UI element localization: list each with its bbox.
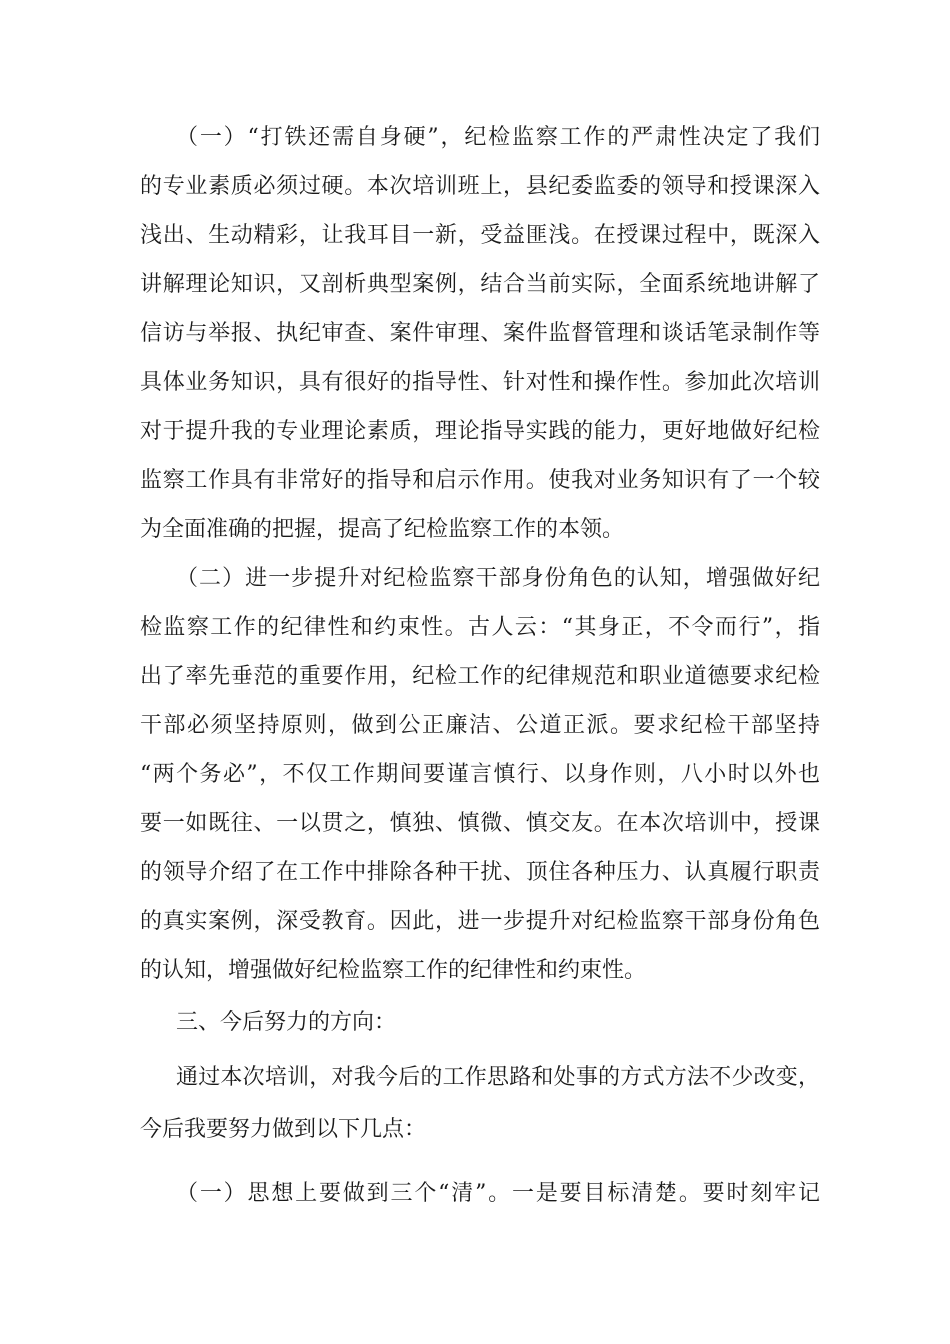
paragraph-1-line-2: 的专业素质必须过硬。本次培训班上，县纪委监委的领导和授课深入 [140,174,820,199]
paragraph-2-line-5: “两个务必”，不仅工作期间要谨言慎行、以身作则，八小时以外也 [140,762,820,787]
paragraph-3-line-1: 通过本次培训，对我今后的工作思路和处事的方式方法不少改变， [176,1065,820,1090]
paragraph-4-line-1: （一）思想上要做到三个“清”。一是要目标清楚。要时刻牢记 [176,1181,820,1206]
paragraph-2-line-3: 出了率先垂范的重要作用，纪检工作的纪律规范和职业道德要求纪检 [140,664,820,689]
paragraph-1-line-1: （一）“打铁还需自身硬”，纪检监察工作的严肃性决定了我们 [176,125,820,150]
paragraph-2-line-7: 的领导介绍了在工作中排除各种干扰、顶住各种压力、认真履行职责 [140,860,820,885]
paragraph-2-line-4: 干部必须坚持原则，做到公正廉洁、公道正派。要求纪检干部坚持 [140,713,820,738]
paragraph-1-line-5: 信访与举报、执纪审查、案件审理、案件监督管理和谈话笔录制作等 [140,321,820,346]
paragraph-2-line-6: 要一如既往、一以贯之，慎独、慎微、慎交友。在本次培训中，授课 [140,811,820,836]
paragraph-1-line-8: 监察工作具有非常好的指导和启示作用。使我对业务知识有了一个较 [140,468,820,493]
paragraph-2-line-9: 的认知，增强做好纪检监察工作的纪律性和约束性。 [140,958,647,983]
paragraph-1-line-3: 浅出、生动精彩，让我耳目一新，受益匪浅。在授课过程中，既深入 [140,223,820,248]
paragraph-1-line-4: 讲解理论知识，又剖析典型案例，结合当前实际，全面系统地讲解了 [140,272,820,297]
paragraph-1-line-7: 对于提升我的专业理论素质，理论指导实践的能力，更好地做好纪检 [140,419,820,444]
paragraph-2-line-8: 的真实案例，深受教育。因此，进一步提升对纪检监察干部身份角色 [140,909,820,934]
section-heading: 三、今后努力的方向： [176,1010,397,1035]
paragraph-1-line-9: 为全面准确的把握，提高了纪检监察工作的本领。 [140,517,625,542]
paragraph-2-line-2: 检监察工作的纪律性和约束性。古人云：“其身正，不令而行”，指 [140,615,820,640]
paragraph-2-line-1: （二）进一步提升对纪检监察干部身份角色的认知，增强做好纪 [176,566,820,591]
paragraph-3-line-2: 今后我要努力做到以下几点： [140,1117,427,1142]
paragraph-1-line-6: 具体业务知识，具有很好的指导性、针对性和操作性。参加此次培训 [140,370,820,395]
